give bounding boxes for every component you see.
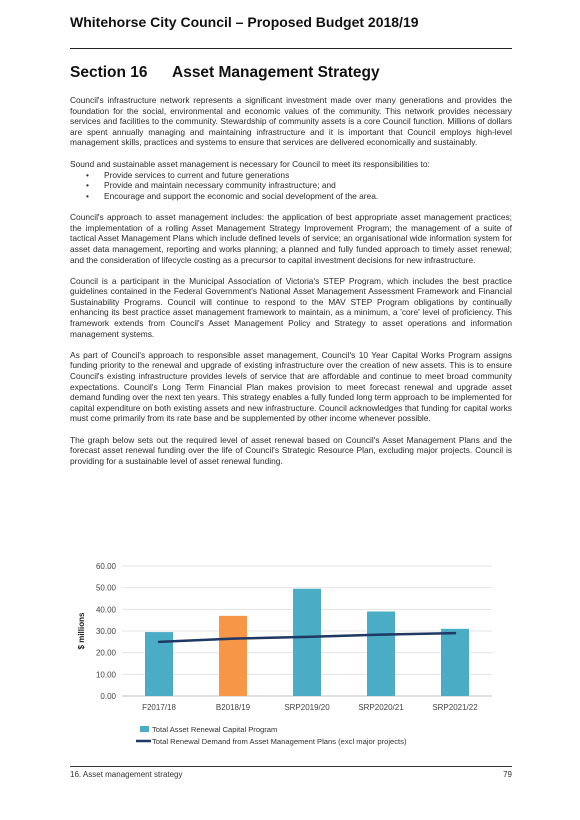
bar — [293, 589, 321, 696]
paragraph-responsibilities: Sound and sustainable asset management is necessary for Council to meet its responsibilities to: — [70, 158, 430, 169]
x-tick-label: F2017/18 — [142, 703, 176, 712]
y-tick-label: 20.00 — [95, 648, 116, 658]
line-point — [159, 641, 160, 642]
y-tick-label: 10.00 — [95, 670, 116, 680]
bar — [367, 612, 395, 697]
bar — [219, 616, 247, 696]
body-text — [70, 95, 512, 477]
page-number: 79 — [503, 770, 512, 779]
asset-renewal-chart — [70, 556, 512, 756]
y-tick-label: 0.00 — [100, 692, 116, 701]
chart-svg — [70, 556, 512, 756]
responsibilities-list — [70, 170, 512, 202]
y-tick-label: 30.00 — [95, 627, 116, 636]
y-tick-label: 40.00 — [95, 605, 116, 615]
section-heading — [70, 64, 512, 82]
paragraph-graph-intro: The graph below sets out the required level of asset renewal based on Council's Asset Management Plans and the forecast asset renewal funding over the life of Council's Strategic Resource Plan, excluding major projects. Council is providing for a sustainable level of asset renewal funding. — [70, 434, 512, 466]
paragraph-approach: Council's approach to asset management includes: the application of best appropriate asset management practices; the implementation of a rolling Asset Management Strategy Improvement Program; the management of a suite of tactical Asset Management Plans which include defined levels of service; an organisational wide information system for asset data management, reporting and works planning; a planned and fully funded approach to timely asset renewal; and the consideration of lifecycle costing as a precursor to capital investment decisions for new infrastructure. — [70, 212, 512, 265]
paragraph-intro: Council's infrastructure network represents a significant investment made over many generations and provides the foundation for the social, environmental and economic values of the community. This network provides necessary services and facilities to the community. Stewardship of community assets is a core Council function. Millions of dollars are spent annually managing and maintaining infrastructure and it is important that Council employs high-level management skills, practices and systems to ensure that services are delivered economically and sustainably. — [70, 95, 512, 148]
paragraph-capital-works: As part of Council's approach to responsible asset management, Council's 10 Year Capital Works Program assigns funding priority to the renewal and upgrade of existing infrastructure over the creation of new assets. This is to ensure Council's existing infrastructure provides levels of service that are affordable and continue to meet broad community expectations. Council's Long Term Financial Plan makes provision to meet forecast renewal and upgrade asset demand funding over the next ten years. This strategy enables a fully funded long term approach to be implemented for capital expenditure on both existing assets and new infrastructure. Council acknowledges that funding for capital works must come primarily from its rate base and be supplemented by other income whenever possible. — [70, 349, 512, 424]
x-tick-label: SRP2020/21 — [358, 703, 404, 712]
line-point — [455, 633, 456, 634]
section-number: Section 16 — [70, 64, 148, 81]
paragraph-step-program: Council is a participant in the Municipal Association of Victoria's STEP Program, which includes the best practice guidelines contained in the Federal Government's National Asset Management Assessment Framework and Financial Sustainability Programs. Council will continue to respond to the MAV STEP Program obligations by continually enhancing its best practice asset management framework to maintain, as a minimum, a 'core' level of proficiency. This framework extends from Council's Asset Management Policy and Strategy to asset operations and information management systems. — [70, 275, 512, 339]
legend-bar-swatch — [140, 726, 149, 732]
y-tick-label: 50.00 — [95, 583, 116, 593]
footer-section-label: 16. Asset management strategy — [70, 770, 183, 779]
line-point — [307, 636, 308, 637]
list-item: • Provide and maintain necessary community infrastructure; and — [104, 180, 512, 191]
line-point — [381, 634, 382, 635]
y-tick-label: 60.00 — [95, 562, 116, 571]
document-header: Whitehorse City Council – Proposed Budget 2018/19 — [70, 14, 419, 30]
section-title: Asset Management Strategy — [172, 64, 380, 81]
header-divider — [70, 48, 512, 49]
bar — [441, 629, 469, 696]
line-point — [233, 638, 234, 639]
legend-line-label: Total Renewal Demand from Asset Management Plans (excl major projects) — [152, 737, 407, 746]
x-tick-label: B2018/19 — [215, 703, 251, 712]
x-tick-label: SRP2021/22 — [432, 703, 478, 712]
list-item: • Provide services to current and future generations — [104, 170, 512, 181]
x-tick-label: SRP2019/20 — [284, 703, 330, 712]
legend-bar-label: Total Asset Renewal Capital Program — [152, 725, 278, 734]
footer-divider — [70, 766, 512, 767]
y-axis-label: $ millions — [77, 612, 86, 650]
list-item: • Encourage and support the economic and social development of the area. — [104, 191, 512, 202]
